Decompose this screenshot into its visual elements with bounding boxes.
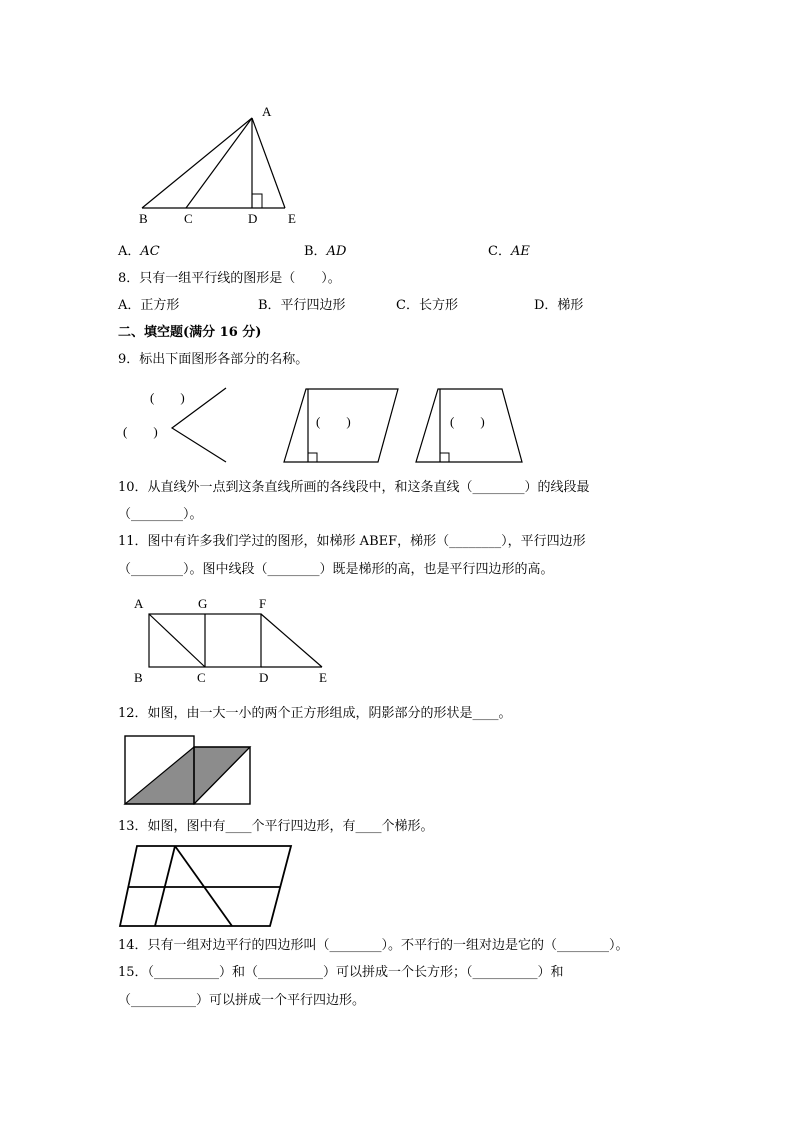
q7-label-c: C — [184, 211, 193, 226]
q7-option-a-prefix: A． — [118, 244, 141, 259]
q15-line1: 15．（__________）和（__________）可以拼成一个长方形；（__________）和 — [118, 965, 564, 980]
q7-triangle-figure — [0, 0, 794, 240]
q13-figure — [0, 842, 794, 932]
q8-stem: 8．只有一组平行线的图形是（ ）。 — [118, 271, 341, 286]
q12-stem: 12．如图，由一大一小的两个正方形组成，阴影部分的形状是____。 — [118, 706, 512, 721]
q11-label-b: B — [134, 670, 143, 685]
section-heading-fill-in: 二、填空题(满分 16 分) — [118, 325, 262, 340]
q7-label-d: D — [248, 211, 258, 226]
q11-figure — [0, 592, 794, 692]
q10-line2: （________）。 — [118, 507, 203, 522]
q9-angle-top-paren: ( ) — [150, 390, 185, 405]
q11-label-d: D — [259, 670, 269, 685]
q7-option-b — [304, 243, 346, 261]
q11-line1: 11．图中有许多我们学过的图形，如梯形 ABEF，梯形（________），平行四边形 — [118, 534, 586, 549]
q7-option-c — [488, 243, 530, 261]
q7-option-a-value: AC — [140, 244, 160, 259]
q11-label-a: A — [134, 596, 144, 611]
q7-label-e: E — [288, 211, 296, 226]
q15-line2: （__________）可以拼成一个平行四边形。 — [118, 993, 366, 1008]
q14-stem: 14．只有一组对边平行的四边形叫（________）。不平行的一组对边是它的（________）。 — [118, 938, 629, 953]
q7-option-c-value: AE — [510, 244, 530, 259]
q7-option-b-prefix: B． — [304, 244, 327, 259]
q8-option-d: D．梯形 — [534, 298, 584, 313]
q9-angle-left-paren: ( ) — [123, 424, 158, 439]
q12-figure — [0, 734, 794, 814]
q12-shaded-region — [125, 747, 250, 804]
q9-stem: 9．标出下面图形各部分的名称。 — [118, 352, 309, 367]
q7-option-b-value: AD — [326, 244, 347, 259]
q11-label-e: E — [319, 670, 327, 685]
q11-line2: （________）。图中线段（________）既是梯形的高，也是平行四边形的高。 — [118, 562, 554, 577]
q7-option-a — [118, 243, 160, 261]
q11-label-c: C — [197, 670, 206, 685]
q11-label-g: G — [198, 596, 208, 611]
q8-option-b: B．平行四边形 — [258, 298, 346, 313]
q7-option-c-prefix: C． — [488, 244, 511, 259]
q8-option-a: A．正方形 — [118, 298, 180, 313]
q9-figures — [0, 380, 794, 480]
q7-label-a: A — [262, 104, 272, 119]
q9-trapezoid-paren: ( ) — [450, 414, 485, 429]
q11-label-f: F — [259, 596, 267, 611]
q7-label-b: B — [139, 211, 148, 226]
q13-stem: 13．如图，图中有____个平行四边形，有____个梯形。 — [118, 819, 434, 834]
q10-line1: 10．从直线外一点到这条直线所画的各线段中，和这条直线（________）的线段最 — [118, 480, 590, 495]
q8-option-c: C．长方形 — [396, 298, 458, 313]
q9-parallelogram-paren: ( ) — [316, 414, 351, 429]
